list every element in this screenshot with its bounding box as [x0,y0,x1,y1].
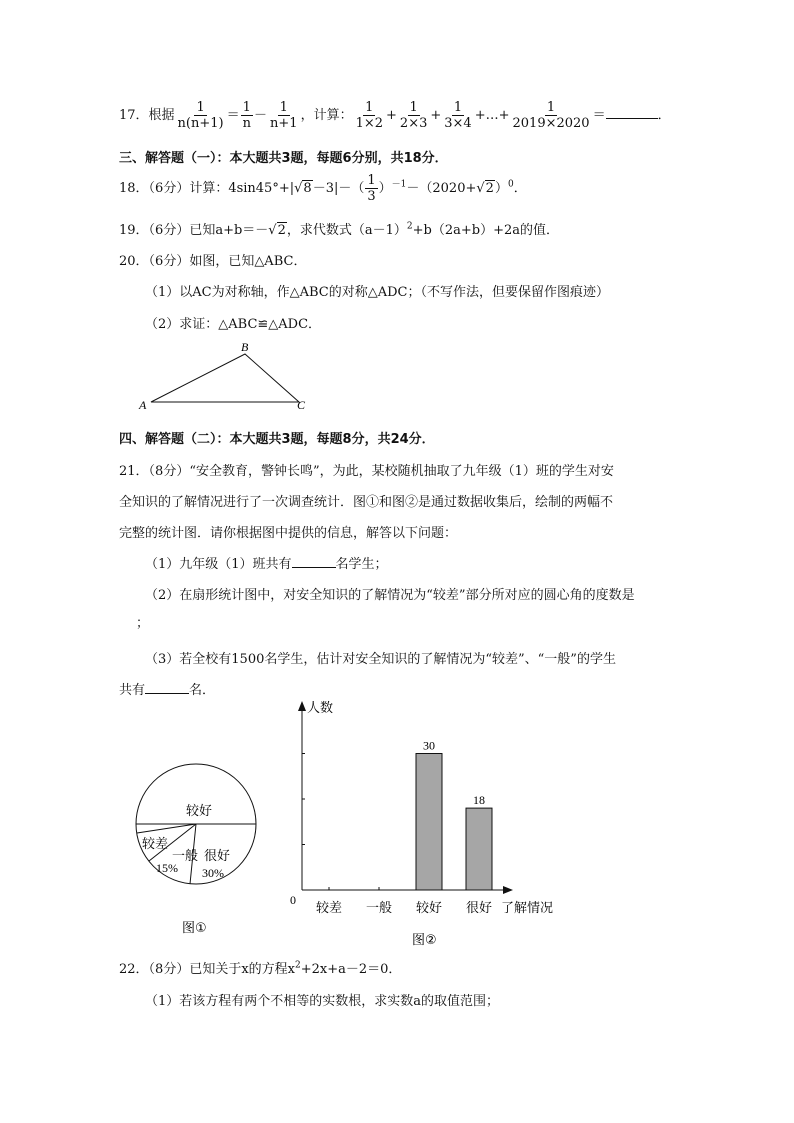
close-paren: ） [494,181,508,196]
fraction [241,100,253,131]
question-17 [119,100,671,131]
x-tick-label: 较好 [415,901,443,916]
label-b: B [241,340,249,354]
question-20-part2: （2）求证：△ABC≌△ADC． [145,317,322,332]
radicand: 2 [277,223,286,238]
exponent: 2 [294,960,301,971]
numerator: 1 [242,100,251,115]
q17-mid-text: ，计算： [300,108,353,123]
part1-text: （1）九年级（1）班共有 [145,557,292,572]
bar [416,754,442,891]
bar-data-label: 30 [423,738,435,753]
question-21-part3: （3）若全校有1500名学生，估计对安全知识的了解情况为“较差”、“一般”的学生 [145,652,616,667]
equals-sign: ＝ [226,108,240,123]
exponent: －1 [391,179,407,190]
triangle-abc [151,354,299,402]
sqrt-sign: √ [268,223,277,238]
label-c: C [297,398,306,412]
denominator: 1×2 [355,116,384,131]
question-21-line3: 完整的统计图．请你根据图中提供的信息，解答以下问题： [119,526,458,541]
origin-label: 0 [290,893,296,907]
plus-sign: + [430,108,442,123]
question-20-part1: （1）以AC为对称轴，作△ABC的对称△ADC；（不写作法，但要保留作图痕迹） [145,285,609,300]
pie-label-verygood: 很好 [204,849,231,864]
fraction [176,100,226,131]
q22-text-end: +2x+a－2＝0． [300,962,402,977]
denominator: 3 [367,189,376,204]
pie-caption: 图① [182,921,207,936]
numerator: 1 [409,100,418,115]
q18-end: ． [513,181,527,196]
x-axis-label: 了解情况 [501,901,554,916]
radicand: 2 [485,181,494,196]
denominator: 3×4 [444,116,472,131]
bar [466,808,492,890]
pie-label-fair-pct: 15% [156,861,178,875]
close-paren: ） [378,181,392,196]
x-axis-arrow [503,886,513,894]
triangle-figure [135,340,315,415]
fraction [442,100,473,131]
pie-chart-figure [132,760,262,945]
label-a: A [139,398,147,412]
bar-chart-caption: 图② [412,933,437,948]
part3-text: 共有 [119,683,146,698]
pie-label-verygood-pct: 30% [202,866,224,880]
numerator: 1 [367,173,376,188]
section-4-heading: 四、解答题（二）：本大题共3题，每题8分，共24分． [119,432,435,447]
q17-end: ． [657,108,671,123]
plus-sign: + [386,108,397,123]
sqrt-sign: √ [294,181,303,196]
radicand: 8 [303,181,312,196]
numerator: 1 [546,100,556,115]
denominator: n [242,116,251,131]
question-22-stem [119,958,401,977]
pie-label-fair: 一般 [172,849,199,864]
part1-end: 名学生； [335,557,388,572]
q19-end: +b（2a+b）+2a的值． [412,223,559,238]
answer-blank[interactable] [606,118,658,119]
sqrt-sign: √ [476,181,485,196]
numerator: 1 [365,100,374,115]
q22-text: 22．（8分）已知关于x的方程x [119,962,295,977]
question-21-line2: 全知识的了解情况进行了一次调查统计．图①和图②是通过数据收集后，绘制的两幅不 [119,495,614,510]
q19-mid: ，求代数式（a－1） [286,223,407,238]
part3-end: 名． [189,683,216,698]
numerator: 1 [196,100,205,115]
bar-group [302,739,492,917]
q17-prefix: 17．根据 [119,108,175,123]
answer-blank[interactable] [145,693,189,694]
section-3-heading: 三、解答题（一）：本大题共3题，每题6分别，共18分． [119,151,448,166]
q19-prefix: 19．（6分）已知a+b＝－ [119,223,269,238]
numerator: 1 [453,100,463,115]
q18-mid2: －（2020+ [406,181,477,196]
fraction [511,100,592,131]
question-21-part2-end: ； [136,616,150,631]
x-tick-label: 较差 [315,901,343,916]
question-19 [119,219,559,238]
q18-prefix: 18．（6分）计算：4sin45°+| [119,181,295,196]
pie-label-good: 较好 [186,804,213,819]
fraction [398,100,429,131]
question-21-part1 [145,553,388,572]
answer-blank[interactable] [292,567,336,568]
exponent: 2 [406,221,413,232]
ellipsis: +…+ [474,108,510,123]
q18-mid: －3|－（ [312,181,365,196]
exponent: 0 [507,179,514,190]
y-axis-label: 人数 [307,701,334,716]
pie-label-poor: 较差 [142,837,169,852]
question-21-line1: 21．（8分）“安全教育，警钟长鸣”，为此，某校随机抽取了九年级（1）班的学生对安 [119,464,614,479]
denominator: 2×3 [399,116,428,131]
x-tick-label: 很好 [465,901,493,916]
bar-chart-figure [285,698,575,953]
question-18 [119,173,527,204]
question-22-part1: （1）若该方程有两个不相等的实数根，求实数a的取值范围； [145,994,500,1009]
bar-data-label: 18 [473,793,485,808]
y-axis-arrow [298,701,306,711]
fraction [354,100,385,131]
question-21-part3-line2 [119,679,215,698]
denominator: n(n+1) [177,116,224,131]
numerator: 1 [279,100,288,115]
x-tick-label: 一般 [365,901,393,916]
fraction [268,100,300,131]
pie-divider [137,824,196,833]
denominator: n+1 [270,116,298,131]
question-20-stem: 20．（6分）如图，已知△ABC． [119,254,307,269]
equals-sign: ＝ [592,108,606,123]
minus-sign: － [254,108,268,123]
denominator: 2019×2020 [512,116,590,131]
fraction [365,173,377,204]
question-21-part2: （2）在扇形统计图中，对安全知识的了解情况为“较差”部分所对应的圆心角的度数是 [145,588,635,603]
